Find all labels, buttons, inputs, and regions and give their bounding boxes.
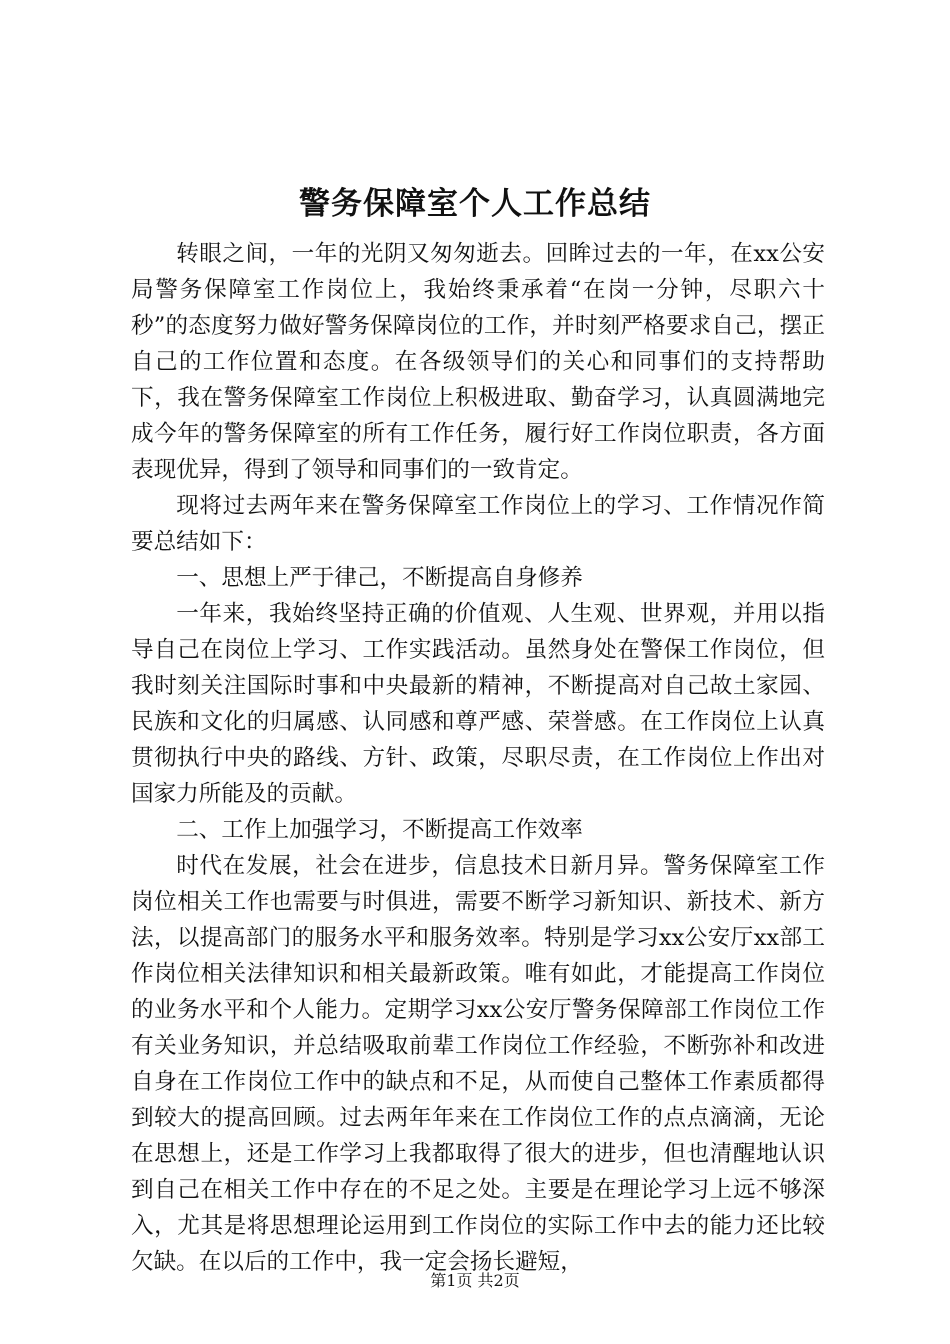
paragraph-intro: 转眼之间，一年的光阴又匆匆逝去。回眸过去的一年，在xx公安局警务保障室工作岗位上，我始终秉承着“在岗一分钟，尽职六十秒”的态度努力做好警务保障岗位的工作，并时刻严格要求自己，摆正自己的工作位置和态度。在各级领导们的关心和同事们的支持帮助下，我在警务保障室工作岗位上积极进取、勤奋学习，认真圆满地完成今年的警务保障室的所有工作任务，履行好工作岗位职责，各方面表现优异，得到了领导和同事们的一致肯定。 [131, 241, 825, 483]
section-heading-2: 二、工作上加强学习，不断提高工作效率 [176, 817, 583, 843]
section-heading-1: 一、思想上严于律己，不断提高自身修养 [176, 565, 583, 591]
document-title: 警务保障室个人工作总结 [299, 186, 651, 222]
paragraph-summary-lead: 现将过去两年来在警务保障室工作岗位上的学习、工作情况作简要总结如下： [131, 493, 825, 555]
paragraph-section-2: 时代在发展，社会在进步，信息技术日新月异。警务保障室工作岗位相关工作也需要与时俱进，需要不断学习新知识、新技术、新方法，以提高部门的服务水平和服务效率。特别是学习xx公安厅xx部工作岗位相关法律知识和相关最新政策。唯有如此，才能提高工作岗位的业务水平和个人能力。定期学习xx公安厅警务保障部工作岗位工作有关业务知识，并总结吸取前辈工作岗位工作经验，不断弥补和改进自身在工作岗位工作中的缺点和不足，从而使自己整体工作素质都得到较大的提高回顾。过去两年年来在工作岗位工作的点点滴滴，无论在思想上，还是工作学习上我都取得了很大的进步，但也清醒地认识到自己在相关工作中存在的不足之处。主要是在理论学习上远不够深入，尤其是将思想理论运用到工作岗位的实际工作中去的能力还比较欠缺。在以后的工作中，我一定会扬长避短， [131, 853, 825, 1275]
paragraph-section-1: 一年来，我始终坚持正确的价值观、人生观、世界观，并用以指导自己在岗位上学习、工作实践活动。虽然身处在警保工作岗位，但我时刻关注国际时事和中央最新的精神，不断提高对自己故土家园、民族和文化的归属感、认同感和尊严感、荣誉感。在工作岗位上认真贯彻执行中央的路线、方针、政策，尽职尽责，在工作岗位上作出对国家力所能及的贡献。 [131, 601, 825, 807]
page-number-footer: 第1页 共2页 [430, 1271, 520, 1290]
document-body [131, 236, 825, 1280]
